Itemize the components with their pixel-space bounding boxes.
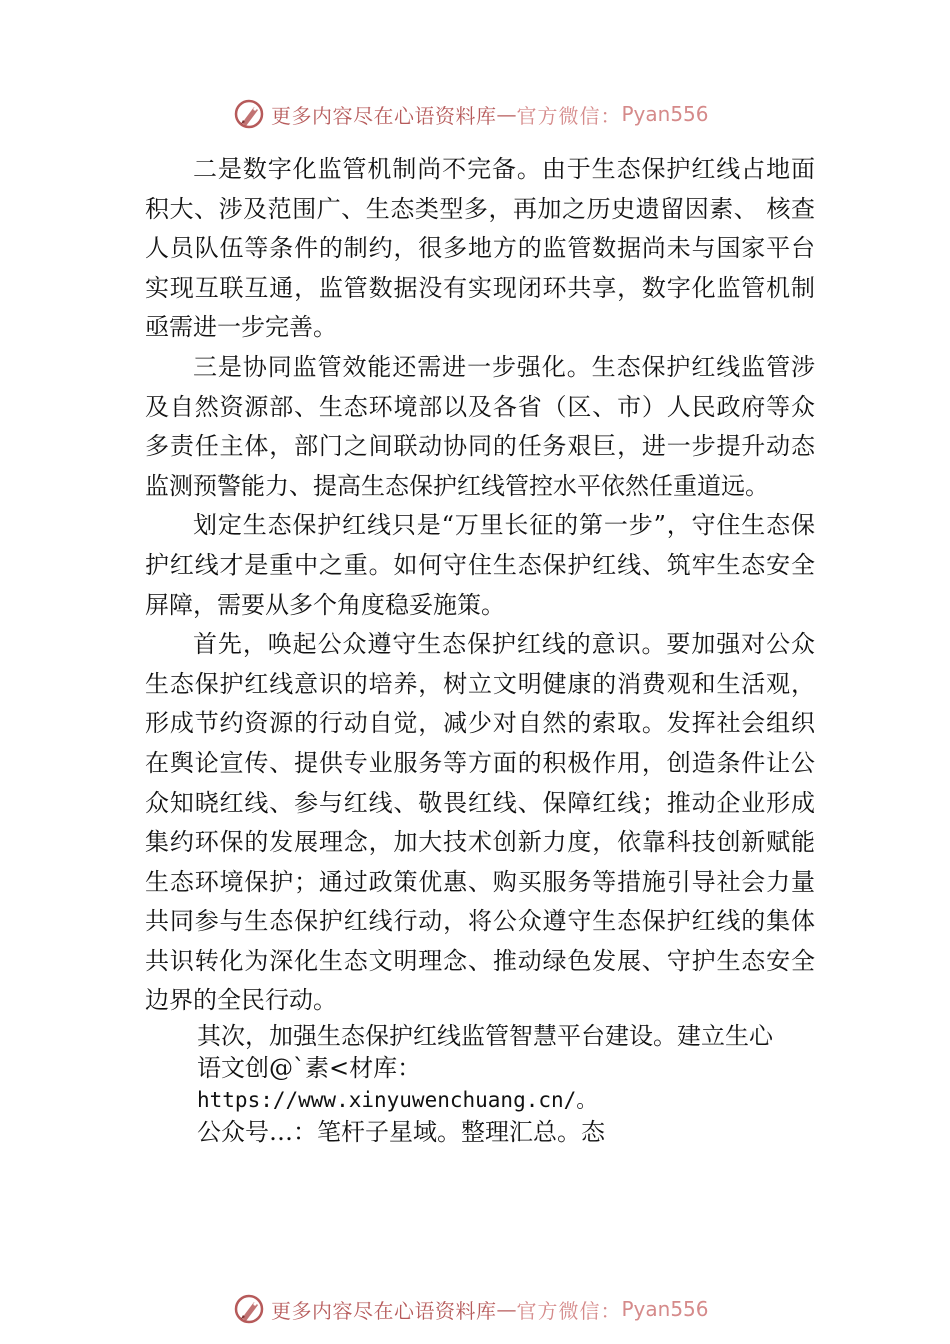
watermark-dash: — (496, 102, 517, 126)
paragraph-coordinated-supervision: 三是协同监管效能还需进一步强化。生态保护红线监管涉及自然资源部、生态环境部以及各省（区、市）人民政府等众多责任主体，部门之间联动协同的任务艰巨，进一步提升动态监测预警能力、提高生态保护红线管控水平依然任重道远。 (145, 352, 815, 500)
watermark-wechat-id: Pyan556 (621, 102, 709, 126)
watermark-prefix: 更多内容尽在心语资料库 (271, 103, 497, 128)
watermark-official: 官方微信： (516, 103, 622, 128)
paragraph-digital-supervision: 二是数字化监管机制尚不完备。由于生态保护红线占地面积大、涉及范围广、生态类型多，再加之历史遗留因素、 核查人员队伍等条件的制约，很多地方的监管数据尚未与国家平台实现互联互通，监管数据没有实现闭环共享，数字化监管机制亟需进一步完善。 (145, 155, 815, 342)
paragraph-red-line-first-step: 划定生态保护红线只是“万里长征的第一步”，守住生态保护红线才是重中之重。如何守住生态保护红线、筑牢生态安全屏障，需要从多个角度稳妥施策。 (145, 511, 815, 619)
header-watermark (233, 97, 709, 131)
paragraph-public-awareness: 首先，唤起公众遵守生态保护红线的意识。要加强对公众生态保护红线意识的培养，树立文明健康的消费观和生活观，形成节约资源的行动自觉，减少对自然的索取。发挥社会组织在舆论宣传、提供专业服务等方面的积极作用，创造条件让公众知晓红线、参与红线、敬畏红线、保障红线；推动企业形成集约环保的发展理念，加大技术创新力度，依靠科技创新赋能生态环境保护；通过政策优惠、购买服务等措施引导社会力量共同参与生态保护红线行动，将公众遵守生态保护红线的集体共识转化为深化生态文明理念、推动绿色发展、守护生态安全边界的全民行动。 (145, 630, 815, 1015)
last-line-3: 公众号…：笔杆子星域。整理汇总。态 (197, 1117, 605, 1146)
watermark-official: 官方微信： (516, 1298, 622, 1323)
watermark-prefix: 更多内容尽在心语资料库 (271, 1298, 497, 1323)
last-line-1: 其次，加强生态保护红线监管智慧平台建设。建立生心 (197, 1022, 773, 1051)
paragraph-smart-platform (145, 1021, 815, 1148)
watermark-wechat-id: Pyan556 (621, 1297, 709, 1321)
footer-watermark (233, 1292, 709, 1326)
last-line-2 (197, 1053, 815, 1117)
last-line-2-prefix: 语文创@`素<材库： (197, 1053, 422, 1082)
document-body (145, 150, 815, 1148)
pen-logo-icon (233, 1293, 265, 1325)
pen-logo-icon (233, 98, 265, 130)
source-url-link[interactable]: https://www.xinyuwenchuang.cn/。 (197, 1088, 598, 1113)
watermark-dash: — (496, 1297, 517, 1321)
